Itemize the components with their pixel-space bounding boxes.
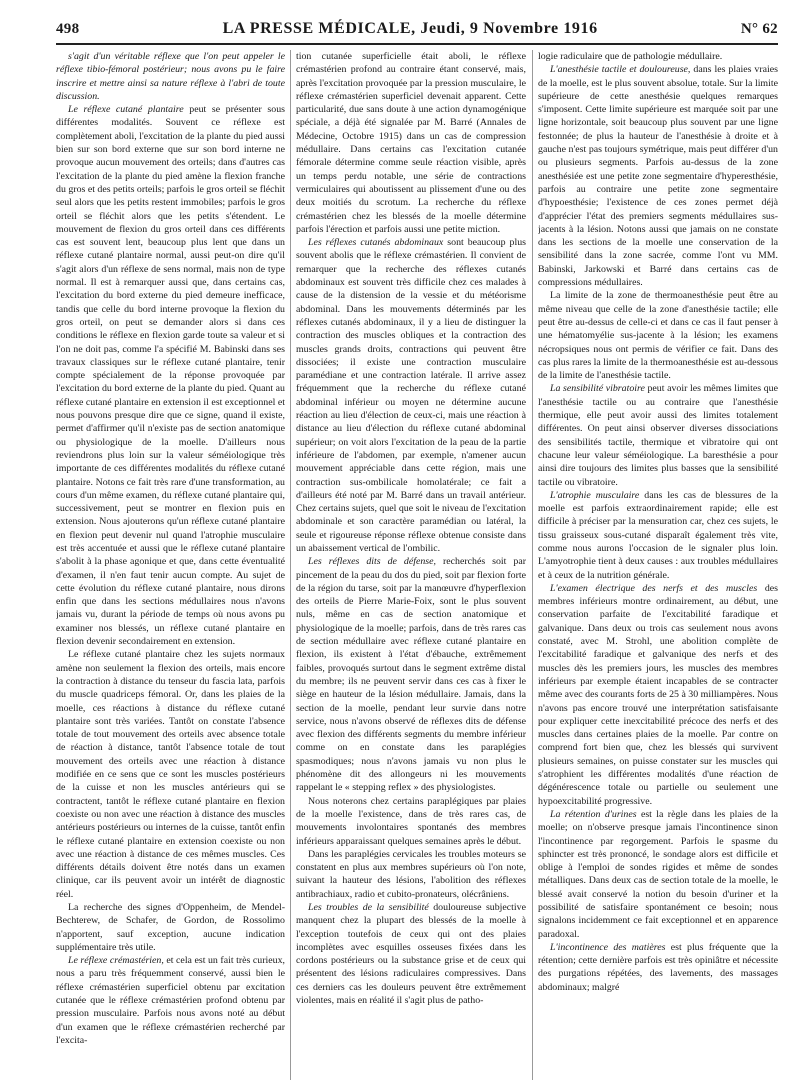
paragraph-text: dans les plaies vraies de la moelle, est le plus souvent absolue, totale. Sur la limite supérieure de cette anesthésie quelques remarques s'imposent. Cette limite supérieure est marquée soit par une ligne horizontale, soit beaucoup plus souvent par une ligne festonnée; de plus la hauteur de l'anesthésie à droite et à gauche n'est pas toujours symétrique, mais peut différer d'un ou plusieurs segments. Parfois au-dessus de la zone anesthésiée est une petite zone segmentaire d'hyperesthésie, parfois au contraire une petite zone segmentaire d'hypoesthésie; l'existence de ces zones permet déjà d'apprécier l'état des premiers segments médullaires sus-jacents à la lésion. Notons aussi que jamais on ne constate dans les sections de la moelle une conservation de la sensibilité dans la zone sacrée, comme l'ont vu MM. Babinski, Jarkowski et Barré dans certains cas de compressions médullaires.	[538, 64, 778, 289]
column-divider	[290, 50, 291, 1080]
paragraph	[296, 50, 526, 236]
paragraph	[56, 901, 285, 954]
paragraph-lead: s'agit d'un véritable réflexe que l'on peut appeler le réflexe tibio-fémoral postérieur; nous avons pu le faire inscrire et mettre ainsi sa nature réflexe à l'abri de toute discussion.	[56, 51, 285, 102]
paragraph-text: La limite de la zone de thermoanesthésie peut être au même niveau que celle de la zone d'anesthésie tactile; elle peut être au-dessus de celle-ci et dans ce cas il faut penser à une hématomyélie sus-jacente à la lésion; les examens nécropsiques nous ont permis de vérifier ce fait. Dans des cas plus rares la limite de la thermoanesthésie est au-dessous de la limite de l'anesthésie tactile.	[538, 290, 778, 382]
journal-title: LA PRESSE MÉDICALE, Jeudi, 9 Novembre 1916	[222, 20, 598, 37]
paragraph-text: peut se présenter sous différentes modalités. Souvent ce réflexe est complètement aboli, l'excitation de la plante du pied aussi bien sur son bord externe que sur son bord interne ne provoque aucun mouvement des orteils; dans d'autres cas l'excitation de la plante du pied amène la flexion franche du gros et des petits orteils; parfois le gros orteil se fléchit seul alors que les petits restent immobiles; parfois le gros orteil se fléchit alors que les petits s'étendent. Le mouvement de flexion du gros orteil dans ces différents cas est souvent lent, beaucoup plus lent que dans un réflexe cutané plantaire normal, aussi peut-on dire qu'il s'agit alors d'un réflexe de sens normal, mais non de type normal. Il est à remarquer aussi que, dans certains cas, l'excitation du bord externe du pied demeure inefficace, tandis que celle du bord interne provoque la flexion du gros orteil, on peut se demander alors si dans ces conditions le réflexe en flexion garde toute sa valeur et si l'on ne doit pas, comme l'a spécifié M. Babinski dans ses travaux classiques sur le réflexe cutané plantaire, tenir compte spécialement de la réponse provoquée par l'excitation du bord externe de la plante du pied. Quant au réflexe cutané plantaire en extension il est exceptionnel et nous pouvons presque dire que ce signe, quand il existe, permet d'affirmer qu'il n'existe pas de section anatomique ou physiologique de la moelle. D'ailleurs nous reviendrons plus loin sur la valeur séméiologique très importante de ces différentes modalités du réflexe cutané plantaire. Notons ce fait très rare d'une transformation, au cours d'un même examen, du réflexe cutané plantaire qui, successivement, peut se montrer en flexion puis en extension. Nous ajouterons qu'un réflexe cutané plantaire en flexion peut devenir nul quand l'atrophie musculaire est très accentuée et aussi que le réflexe cutané plantaire s'abolit à la phase agonique et que, dans cette éventualité d'examen, il n'en faut tenir aucun compte. Au sujet de cette évolution du réflexe cutané plantaire, nous dirons enfin que dans les sections médullaires nous n'avons jamais vu, durant la période de temps où nous avons pu examiner nos blessés, un réflexe cutané plantaire en flexion devenir secondairement en extension.	[56, 104, 285, 648]
issue-number: N° 62	[740, 20, 778, 37]
column-right	[538, 50, 778, 1080]
paragraph	[538, 489, 778, 582]
paragraph	[296, 555, 526, 794]
paragraph-text: La recherche des signes d'Oppenheim, de Mendel-Bechterew, de Schafer, de Gordon, de Rossolimo n'apportent, sauf exception, aucune indication supplémentaire très utile.	[56, 902, 285, 953]
paragraph	[56, 954, 285, 1047]
paragraph-text: et cela est un fait très curieux, nous a paru très fréquemment conservé, aussi bien le réflexe crémastérien superficiel obtenu par excitation cutanée que le réflexe crémastérien profond obtenu par pression musculaire. Parfois nous avons noté au début d'un examen que le réflexe crémastérien recherché par l'excita-	[56, 955, 285, 1046]
paragraph	[56, 50, 285, 103]
paragraph-lead: L'atrophie musculaire	[550, 489, 640, 501]
paragraph-lead: Le réflexe crémastérien,	[68, 955, 164, 967]
paragraph-text: tion cutanée superficielle était aboli, le réflexe crémastérien profond au contraire étant conservé, mais, après l'excitation provoquée par la pression musculaire, le réflexe crémastérien superficiel devenait apparent. Cette particularité, due sans doute à une action dynamogénique spéciale, a déjà été signalée par M. Barré (Annales de Médecine, Octobre 1915) dans un cas de compression médullaire. Dans certains cas l'excitation cutanée fémorale détermine comme seule réaction visible, après un temps perdu notable, une série de contractions vermiculaires qui aboutissent au plissement d'une ou des deux moitiés du scrotum. La recherche du réflexe crémastérien chez les blessés de la moelle détermine parfois l'érection et parfois aussi une petite miction.	[296, 51, 526, 235]
paragraph	[538, 382, 778, 488]
paragraph-text: recherchés soit par pincement de la peau du dos du pied, soit par flexion forte de la région du tarse, soit par la manœuvre d'hyperflexion des orteils de Pierre Marie-Foix, sont le plus souvent nuls, même en cas de section anatomique et physiologique de la moelle; parfois, dans de très rares cas de section médullaire avec réflexe cutané plantaire en flexion, ils existent à l'état d'ébauche, extrêmement faibles, provoqués surtout dans le segment extrême distal du membre; ils ne peuvent servir dans ces cas à fixer le siège en hauteur de la lésion médullaire. Jamais, dans la section de la moelle, pendant leur survie dans notre service, nous n'avons observé de réflexes dits de défense avec flexion des différents segments du membre inférieur comme on en constate dans les paraplégies spasmodiques; nous n'avons jamais vu non plus le phénomène dit des allongeurs ni les mouvements rappelant le « stepping reflex » des physiologistes.	[296, 556, 526, 794]
paragraph	[296, 901, 526, 1007]
paragraph-text: est la règle dans les plaies de la moelle; on n'observe presque jamais l'incontinence sinon l'incontinence par regorgement. Parfois le spasme du sphincter est très prononcé, le sondage alors est difficile et oblige à l'emploi de sondes rigides et même de sondes métalliques. Dans deux cas de section totale de la moelle, le blessé avait conservé la notion du besoin d'uriner et la possibilité de satisfaire spontanément ce besoin; nous signalons incidemment ce fait exceptionnel et en apparence paradoxal.	[538, 808, 778, 940]
paragraph-lead: L'incontinence des matières	[550, 941, 666, 953]
paragraph-text: peut avoir les mêmes limites que l'anesthésie tactile ou au contraire que l'anesthésie thermique, elle peut avoir aussi des limites totalement différentes. On peut ainsi observer diverses dissociations des sensibilités tactile, thermique et vibratoire qui ont chacune leur valeur séméiologique. La baresthésie a pour ainsi dire toujours des limites plus basses que la sensibilité tactile ou vibratoire.	[538, 383, 778, 488]
paragraph-lead: Les réflexes dits de défense,	[308, 556, 436, 568]
paragraph-lead: Les réflexes cutanés abdominaux	[308, 237, 444, 249]
page-header	[56, 18, 778, 40]
paragraph	[296, 848, 526, 901]
paragraph-text: douloureuse subjective manquent chez la plupart des blessés de la moelle à l'exception toutefois de ceux qui ont des plaies incomplètes avec esquilles osseuses fixées dans les cordons postérieurs ou la substance grise et de ceux qui présentent des lésions radiculaires compressives. Dans ces derniers cas les douleurs peuvent être extrêmement violentes, mais en réalité il s'agit plus de patho-	[296, 902, 526, 1007]
paragraph-text: Dans les paraplégies cervicales les troubles moteurs se constatent en plus aux membres supérieurs où l'on note, suivant la hauteur des lésions, l'abolition des réflexes antibrachiaux, radio et cubito-pronateurs, olécrâniens.	[296, 848, 526, 900]
paragraph-text: Le réflexe cutané plantaire chez les sujets normaux amène non seulement la flexion des orteils, mais encore la contraction à distance du tenseur du fascia lata, parfois du muscle quadriceps fémoral. Or, dans les plaies de la moelle, ces réactions à distance du réflexe cutané plantaire sont très variées. Tantôt on constate l'absence totale de tout mouvement des orteils avec absence totale de réaction à distance, tantôt l'absence totale de tout mouvement des orteils avec une réaction à distance modifiée en ce sens que ce sont les muscles postérieurs de la cuisse et non les muscles antérieurs qui se contractent, tantôt le réflexe cutané plantaire en flexion coexiste ou non avec une réaction à distance des muscles antérieurs postérieurs ou internes de la cuisse, tantôt enfin le réflexe cutané plantaire en extension coexiste ou non avec une réaction à distance de ces mêmes muscles. Ces différents détails doivent être notés dans un examen clinique, car ils peuvent avoir un intérêt de diagnostic réel.	[56, 649, 285, 900]
paragraph	[538, 63, 778, 289]
paragraph-text: est plus fréquente que la rétention; cette dernière parfois est très opiniâtre et nécessite des purgations répétées, des lavements, des massages abdominaux; malgré	[538, 941, 778, 993]
paragraph-lead: La sensibilité vibratoire	[550, 383, 645, 395]
paragraph	[296, 795, 526, 848]
header-rule	[56, 43, 778, 45]
paragraph-lead: Les troubles de la sensibilité	[308, 902, 429, 913]
paragraph	[538, 808, 778, 941]
article-body	[56, 50, 778, 1080]
paragraph	[56, 103, 285, 648]
paragraph	[538, 289, 778, 382]
paragraph-lead: L'anesthésie tactile et douloureuse,	[550, 64, 691, 76]
paragraph-text: logie radiculaire que de pathologie médullaire.	[538, 51, 723, 62]
column-middle	[296, 50, 526, 1080]
paragraph-text: sont beaucoup plus souvent abolis que le réflexe crémastérien. Il convient de remarquer que la recherche des réflexes cutanés abdominaux est souvent très difficile chez ces malades à cause de la distension de la vessie et du météorisme abdominal. Dans les mouvements déterminés par les réflexes cutanés abdominaux, il y a lieu de distinguer la contraction des muscles obliques et la contraction des muscles grands droits, contractions qui peuvent être dissociées; il existe une contraction musculaire paramédiane et une contraction latérale. Il arrive assez fréquemment que la recherche du réflexe cutané abdominal inférieur ou moyen ne détermine aucune réaction au lieu d'élection de ceux-ci, mais une réaction à distance au lieu d'élection du réflexe cutané abdominal supérieur; on voit alors l'excitation de la peau de la partie inférieure de l'abdomen, par exemple, n'amener aucun mouvement appréciable dans cette région, mais une contraction sus-ombilicale homolatérale; ce fait a d'ailleurs été noté par M. Barré dans un travail antérieur. Chez certains sujets, quel que soit le niveau de l'excitation abdominale et son caractère paramédian ou latéral, la seule et rigoureuse réponse réflexe obtenue consiste dans un abaissement vertical de l'ombilic.	[296, 237, 526, 554]
paragraph	[538, 50, 778, 63]
paragraph-lead: La rétention d'urines	[550, 808, 637, 820]
paragraph-text: des membres inférieurs montre ordinairement, au début, une conservation parfaite de l'excitabilité faradique et galvanique. Dans deux ou trois cas seulement nous avons constaté, avec M. Strohl, une abolition complète de l'excitabilité faradique et galvanique des nerfs et des muscles dès les premiers jours, les muscles des membres inférieurs par exemple étaient incapables de se contracter même avec des courants forts de 25 à 30 milliampères. Nous n'avons pas encore trouvé une interprétation satisfaisante pour expliquer cette inexcitabilité précoce des nerfs et des muscles dans certaines plaies de la moelle. Par contre on comprend fort bien que, chez les blessés qui survivent plusieurs semaines, on puisse constater sur les muscles qui s'atrophient les différentes modalités d'une réaction de dégénérescence totale ou partielle ou seulement une hypoexcitabilité progressive.	[538, 582, 778, 807]
paragraph	[538, 582, 778, 808]
page-number: 498	[56, 20, 80, 37]
paragraph	[296, 236, 526, 555]
paragraph-text: dans les cas de blessures de la moelle est parfois extraordinairement rapide; elle est difficile à préciser par la mensuration car, chez ces sujets, le tissu graisseux sous-cutané disparaît également très vite, comme nous aurons l'occasion de le signaler plus loin. L'amyotrophie tient à deux causes : aux troubles médullaires et à ceux de la nutrition générale.	[538, 489, 778, 581]
paragraph-lead: Le réflexe cutané plantaire	[68, 104, 184, 116]
column-left	[56, 50, 285, 1080]
paragraph-text: Nous noterons chez certains paraplégiques par plaies de la moelle l'existence, dans de très rares cas, de mouvements involontaires spontanés des membres inférieurs apparaissant quelques semaines après le début.	[296, 795, 526, 847]
paragraph	[56, 648, 285, 901]
paragraph-lead: L'examen électrique des nerfs et des muscles	[550, 582, 758, 594]
paragraph	[538, 941, 778, 994]
column-divider	[532, 50, 533, 1080]
